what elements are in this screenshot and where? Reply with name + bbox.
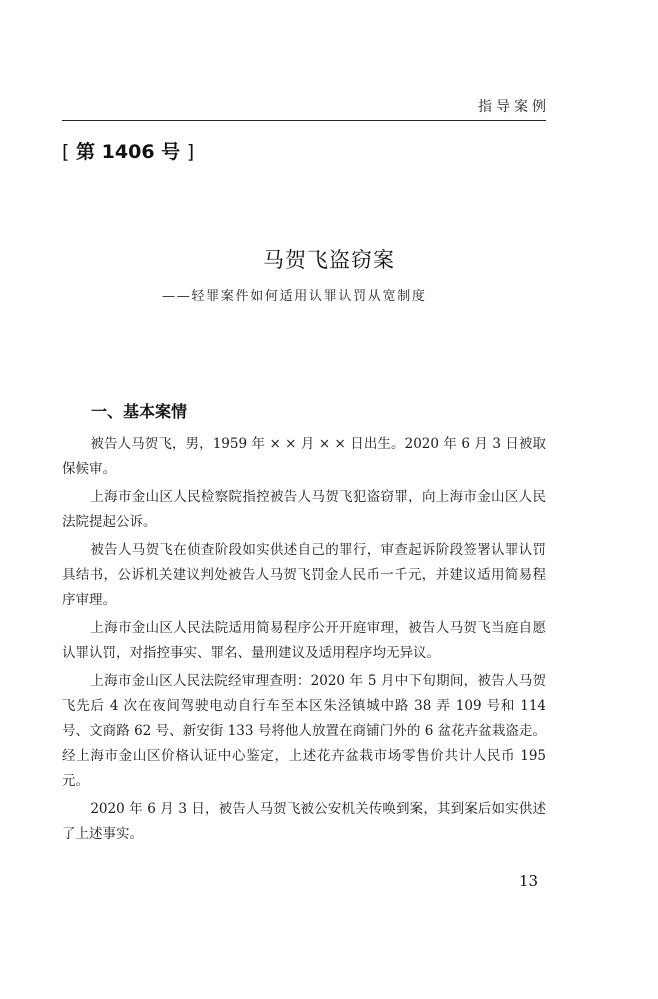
case-number — [62, 137, 194, 164]
section-heading: 一、基本案情 — [91, 402, 188, 421]
case-number-open-bracket: [ — [62, 141, 70, 163]
case-number-close-bracket: ] — [186, 141, 195, 163]
body-text — [62, 432, 546, 850]
paragraph-prosecution: 上海市金山区人民检察院指控被告人马贺飞犯盗窃罪，向上海市金山区人民法院提起公诉。 — [62, 489, 546, 530]
case-number-label: 第 1406 号 — [76, 141, 181, 163]
paragraph-summons: 2020 年 6 月 3 日，被告人马贺飞被公安机关传唤到案，其到案后如实供述了上述事实。 — [62, 801, 546, 842]
case-title: 马贺飞盗窃案 — [263, 248, 395, 272]
header-rule — [62, 120, 546, 121]
case-subtitle: ——轻罪案件如何适用认罪认罚从宽制度 — [162, 289, 427, 304]
paragraph-plea: 被告人马贺飞在侦查阶段如实供述自己的罪行，审查起诉阶段签署认罪认罚具结书，公诉机关建议判处被告人马贺飞罚金人民币一千元，并建议适用简易程序审理。 — [62, 542, 546, 608]
running-header: 指导案例 — [478, 99, 550, 115]
paragraph-defendant-info: 被告人马贺飞，男，1959 年 × × 月 × × 日出生。2020 年 6 月 3 日被取保候审。 — [62, 436, 546, 477]
page-number: 13 — [519, 872, 539, 890]
paragraph-trial: 上海市金山区人民法院适用简易程序公开开庭审理，被告人马贺飞当庭自愿认罪认罚，对指控事实、罪名、量刑建议及适用程序均无异议。 — [62, 620, 546, 661]
paragraph-facts: 上海市金山区人民法院经审理查明：2020 年 5 月中下旬期间，被告人马贺飞先后 4 次在夜间驾驶电动自行车至本区朱泾镇城中路 38 弄 109 号和 114 号、文商路 62 号、新安街 133 号将他人放置在商铺门外的 6 盆花卉盆栽盗走。经上海市金山区价格认证中心鉴定，上述花卉盆栽市场零售价共计人民币 195 元。 — [62, 673, 546, 789]
